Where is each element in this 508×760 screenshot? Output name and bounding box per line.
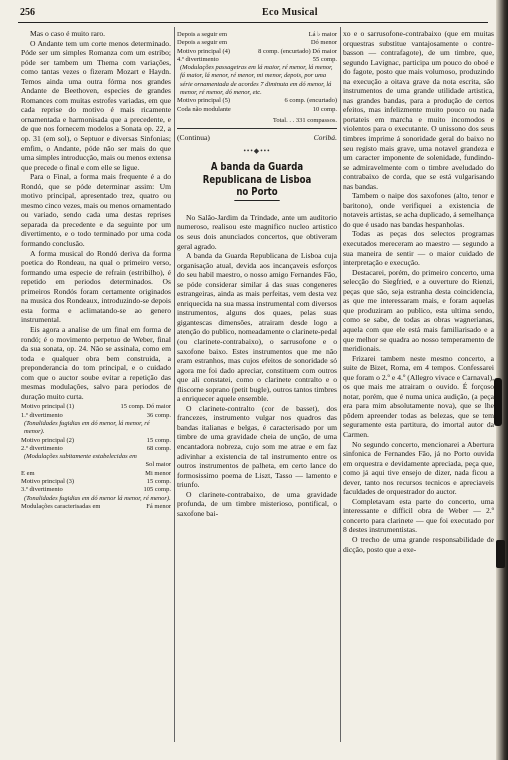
column-divider (174, 27, 175, 742)
continua-label: (Continua) (177, 133, 210, 143)
analysis-row: Motivo principal (5) 6 comp. (encurtado) (177, 97, 337, 105)
analysis-note: (Tonalidades fugidias em dó menor lá menor, ré menor). (24, 494, 171, 502)
binding-mark (496, 540, 505, 568)
column-2 (177, 29, 337, 518)
paragraph: Tambem o naipe dos saxofones (alto, tenor e baritono), onde verifiquei a existencia de notaveis artistas, se acha duplicado, á semelhança do que é usado nas bandas hespanholas. (343, 191, 494, 229)
paragraph: A forma musical do Rondó deriva da forma poetica do Rondeau, na qual o primeiro verso, formando uma especie de refrain (estribilho), é repetido em periodos determinados. Os primeiros Rondós foram certamente originados na musica dos Rondeaux, introduzindo-se depois esta forma e aclimatando-se ao genero instrumental. (21, 248, 171, 325)
binding-mark (494, 378, 502, 426)
paragraph: O clarinete-contrabaixo, de uma gravidade profunda, de um timbre misterioso, pontifical, o saxofone bai- (177, 489, 337, 518)
paragraph: Todas as peças dos selectos programas executados mereceram ao maestro — segundo a sua maneira de sentir — o maior cuidado de interpretação e execução. (343, 229, 494, 268)
analysis-row: Sol maior (145, 461, 171, 469)
ornament-divider: •••◆••• (243, 146, 271, 155)
analysis-row: E em Mi menor (21, 469, 171, 477)
analysis-note: (Modulações subitamente estabelecidas em (24, 453, 137, 461)
analysis-row: Modulações caracterisadas em Fá menor (21, 502, 171, 510)
analysis-row: Motivo principal (3) 15 comp. (21, 478, 171, 485)
rondo-analysis-table (21, 403, 171, 511)
paragraph: Mas o caso é muito raro. (30, 29, 106, 38)
running-title: Eco Musical (262, 7, 318, 18)
analysis-total: Total. . . 331 compassos. (272, 116, 337, 124)
continuation-line (177, 133, 337, 143)
page-number: 256 (20, 7, 35, 18)
analysis-row: 1.º divertimento 36 comp. (21, 411, 171, 419)
paragraph: O trecho de uma grande responsabilidade de dicção, posto que a exe- (343, 534, 494, 554)
analysis-row: 4.º divertimento 55 comp. (177, 55, 337, 63)
paragraph: Eis agora a analise de um final em forma de rondó; é o movimento perpetuo de Weber, final da sua sonata, op. 24. Não se assinala, como em toda e qualquer obra bem construida, a preponderancia do tom principal, e o cuidado com que o auctor soube evitar a repetição das mesmas modulações, salvo para periodos de duração muito curta. (21, 324, 171, 401)
analysis-row: Depois a seguir em Dó menor (177, 39, 337, 47)
analysis-row: 3.º divertimento 105 comp. (21, 486, 171, 494)
column-divider (340, 27, 341, 742)
paragraph: No segundo concerto, mencionarei a Abertura sinfonica de Fernandes Fão, já no Porto ouvida em orquestra e devidamente apreciada, peça que, como já aqui tive ensejo de dizer, nada ficou a dever, tanto nos recursos tecnicos e apreciaveis faculdades de orquestrador do auctor. (343, 439, 494, 497)
paragraph: A banda da Guarda Republicana de Lisboa cuja organisação atual, devida aos incançaveis esforços do seu habil maestro, o nosso amigo Fernandes Fão, se póde considerar similar á das suas congeneres estrangeiras, ainda as mais perfeitas, vem desta vez enriquecida na sua massa instrumental com diversos instrumentos, alguns dos quaes, pelas suas gigantescas dimensões, atrairam desde logo a atenção do publico, nomeadamente o clarinete-pedal (ou clarinete-contrabaixo), o sarrusofone e o saxofone baixo. Estes instrumentos que me não eram estranhos, mas cujos efeitos de sonoridade só agora me foi dado apreciar, constituem com outros que ali constatei, como o clarinete contralto e o fliscorne soprano (petit bugle), outros tantos timbres a enriquecer aquele ensemble. (177, 251, 337, 404)
paragraph: Destacarei, porém, do primeiro concerto, uma selecção do Siegfried, e a ouverture do Rienzi, peças que são, seja estranha desta coincidencia, as que me interessaram mais, e foram aquelas que produziram ao publico, esta ultima sendo, como se sabe, de todas as obras wagnerianas, aquela com que ele está mais familiarisado e a que melhor se quadra ao nosso temperamento de meridionais. (343, 267, 494, 354)
paragraph: Frizarei tambem neste mesmo concerto, a suite de Bizet, Roma, em 4 tempos. Confessarei que foram o 2.º e 4.º (Allegro vivace e Carnaval), os que mais me atrairam o ouvido. É forçoso notar, porém, que é numa unica audição, (a peça era para mim absolutamente nova), que se lhe pôdem apreender todas as belezas, que se tem seguramente esta partitura, do imortal autor da Carmen. (343, 353, 494, 439)
section-rule (177, 128, 337, 129)
paragraph: Para o Final, a forma mais frequente é a do Rondó, que se póde determinar assim: Um motivo principal, apresentado trez, quatro ou mesmo cinco vezes, mais ou menos ornamentado ou variado, sendo cada uma destas reprises separada da precedente e da seguinte por um divertimento, e o todo terminado por uma coda formando conclusão. (21, 172, 171, 249)
rondo-analysis-table-continued (177, 31, 337, 125)
paragraph: O Andante tem um corte menos determinado. Póde ser um simples Romanza com um estribo; póde ser tambem um Thema com variações, como tantas vezes o fizeram Mozart e Haydn. Temos ainda uma outra fórma nos grandes Andante de Beethoven, especies de grandes Romances com muitas estrofes variadas, em que cada reprise do motivo é mais ricamente ornamentada e harmonisada que a precedente, e de que nos fornecem modelos a Sonata op. 22, a op. 31 (em sol), o Septuor e diversas Sinfonias; emfim, o Andante, póde não ser mais do que uma simples introducção, mais ou menos extensa que precede o final e com elle se ligue. (21, 38, 171, 172)
analysis-row: Motivo principal (1) 15 comp. Dó maior (21, 403, 171, 411)
header-rule (18, 22, 488, 23)
article-title-line: no Porto (235, 187, 280, 201)
analysis-row: Motivo principal (4) 8 comp. (encurtado) Dó maior (177, 47, 337, 55)
paragraph: xo e o sarrusofone-contrabaixo (que em muitas orquestras substitue vantajosamente o contre-basson — contrafagote), de um timbre, que, segundo Lavignac, participa um pouco do oboé e do fagote, posto que mais volumoso, produzindo na execução a oitava grave da nota escrita, são instrumentos de uma grande utilidade artistica, nas grandes bandas, para a produção de certos efeitos, mas infelizmente muito pouco ou nada portateis em marcha e muito incomodos e violentos para o executante. O unissono dos seus timbres imprime á sonoridade geral do baixo no seu registo mais grave, uma notavel grandeza e um caracter imponente de solenidade, fundindo-se admiravelmente com o timbre aveludado do contrabaixo de corda, que se está vulgarisando nas bandas. (343, 29, 494, 191)
author-signature: Coribá. (313, 133, 337, 143)
analysis-row: 2.º divertimento 68 comp. (21, 444, 171, 452)
column-1 (21, 29, 171, 513)
column-3 (343, 29, 494, 554)
article-title (183, 162, 331, 201)
analysis-row: Depois a seguir em Lá ♭ maior (177, 31, 337, 38)
analysis-row: Coda não modulante 10 comp. (177, 105, 337, 113)
paragraph: O clarinete-contralto (cor de basset), dos francezes, instrumento vulgar nos quadros das bandas italianas e belgas, é caracterisado por um timbre de uma gravidade cheia de unção, de uma encantadora nobreza, cujo som me atrae e em faz adivinhar a existencia de tal instrumento entre os outros instrumentos de palheta, em certo lance do formosissimo poema de Liszt, Tasso — lamento e triunfo. (177, 403, 337, 490)
analysis-note: (Tonalidades fugidias em dó menor, lá menor, ré menor). (24, 419, 150, 436)
analysis-row: Motivo principal (2) 15 comp. (21, 436, 171, 444)
article-title-line: A banda da Guarda Republicana de Lisboa (202, 162, 312, 186)
paragraph: Completavam esta parte do concerto, uma interessante e difficil obra de Weber — 2.º concerto para clarinete — que foi executado por 8 destes instrumentistas. (343, 496, 494, 535)
analysis-note: (Modulações passageiras em lá maior, ré menor, lá menor, fá maior, lá menor, ré menor, mi menor, depois, por uma série ornamentada de acordes 7 diminuta em dó menor, lá menor, ré menor, dó menor, etc. (180, 64, 333, 97)
paragraph: No Salão-Jardim da Trindade, ante um auditorio numeroso, realisou este magnifico nucleo artistico os seus dois anunciados concertos, que obtiveram geral agrado. (177, 212, 337, 251)
